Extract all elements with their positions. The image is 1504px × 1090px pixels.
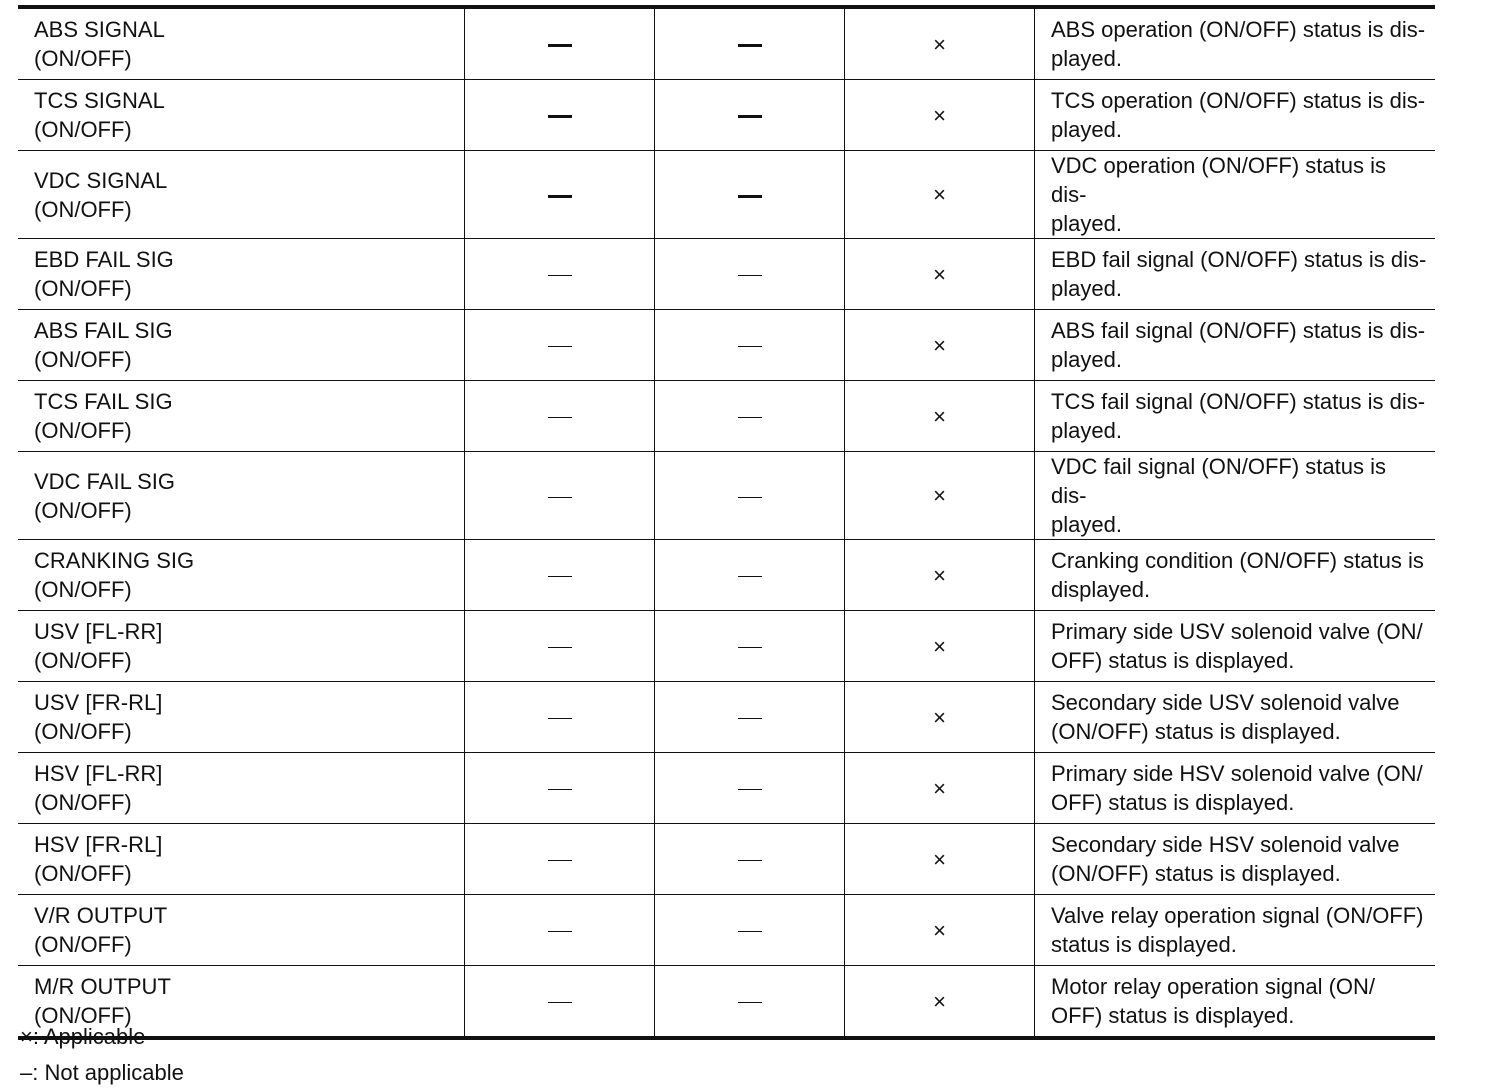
table-row <box>18 824 1435 895</box>
cell-applicable <box>845 452 1035 540</box>
monitor-item-text: (ON/OFF) <box>34 497 132 523</box>
dash-icon <box>738 497 762 498</box>
description-text: played. <box>1051 276 1122 301</box>
cell-not-applicable <box>655 310 845 381</box>
dash-icon <box>738 647 762 648</box>
cell-not-applicable <box>655 895 845 966</box>
table-row <box>18 452 1435 540</box>
cell-not-applicable <box>465 239 655 310</box>
cell-not-applicable <box>655 381 845 452</box>
cell-monitor-item <box>18 611 465 682</box>
cell-not-applicable <box>655 753 845 824</box>
monitor-item-text: (ON/OFF) <box>34 932 132 957</box>
monitor-item-text: (ON/OFF) <box>34 790 132 815</box>
description-text: ABS operation (ON/OFF) status is dis- <box>1051 17 1426 42</box>
table-row <box>18 151 1435 239</box>
dash-icon <box>548 1002 572 1003</box>
dash-icon <box>738 346 762 347</box>
legend-applicable: ×: Applicable <box>20 1024 146 1049</box>
dash-icon <box>548 576 572 577</box>
cell-monitor-item <box>18 381 465 452</box>
monitor-item-text: TCS SIGNAL <box>34 88 165 113</box>
monitor-item-text: (ON/OFF) <box>34 1003 132 1028</box>
cell-not-applicable <box>465 7 655 80</box>
cell-monitor-item <box>18 151 465 239</box>
cell-not-applicable <box>655 824 845 895</box>
cell-description <box>1035 824 1436 895</box>
cell-description <box>1035 452 1436 540</box>
cell-description <box>1035 753 1436 824</box>
table-body <box>18 7 1435 1038</box>
monitor-item-text: TCS FAIL SIG <box>34 389 173 414</box>
cell-not-applicable <box>465 540 655 611</box>
dash-icon <box>548 647 572 648</box>
cell-not-applicable <box>655 611 845 682</box>
description-text: VDC operation (ON/OFF) status is dis- <box>1051 153 1386 207</box>
table-row <box>18 7 1435 80</box>
cross-mark: × <box>933 483 946 508</box>
description-text: status is displayed. <box>1051 932 1237 957</box>
monitor-item-text: (ON/OFF) <box>34 577 132 602</box>
cell-monitor-item <box>18 310 465 381</box>
dash-icon <box>548 931 572 932</box>
cross-mark: × <box>933 182 946 207</box>
dash-icon <box>738 44 762 47</box>
description-text: played. <box>1051 117 1122 142</box>
cell-description <box>1035 239 1436 310</box>
dash-icon <box>548 789 572 790</box>
dash-icon <box>738 860 762 861</box>
cell-monitor-item <box>18 80 465 151</box>
cell-applicable <box>845 381 1035 452</box>
cell-description <box>1035 966 1436 1039</box>
table-row <box>18 966 1435 1039</box>
cell-applicable <box>845 895 1035 966</box>
cell-not-applicable <box>655 682 845 753</box>
dash-icon <box>738 576 762 577</box>
monitor-item-text: ABS SIGNAL <box>34 17 165 42</box>
cell-description <box>1035 540 1436 611</box>
dash-icon <box>738 931 762 932</box>
description-text: EBD fail signal (ON/OFF) status is dis- <box>1051 247 1427 272</box>
cross-mark: × <box>933 846 946 872</box>
dash-icon <box>548 44 572 47</box>
description-text: (ON/OFF) status is displayed. <box>1051 719 1341 744</box>
monitor-item-text: (ON/OFF) <box>34 196 132 222</box>
dash-icon <box>548 718 572 719</box>
description-text: OFF) status is displayed. <box>1051 648 1295 673</box>
description-text: OFF) status is displayed. <box>1051 1003 1295 1028</box>
table-row <box>18 895 1435 966</box>
monitor-item-text: VDC SIGNAL <box>34 167 168 193</box>
cross-mark: × <box>933 332 946 358</box>
cross-mark: × <box>933 102 946 128</box>
monitor-item-text: ABS FAIL SIG <box>34 318 173 343</box>
cell-not-applicable <box>655 540 845 611</box>
cell-not-applicable <box>465 895 655 966</box>
cross-mark: × <box>933 704 946 730</box>
cross-mark: × <box>933 261 946 287</box>
dash-icon <box>738 718 762 719</box>
monitor-item-text: M/R OUTPUT <box>34 974 171 999</box>
monitor-item-text: USV [FL-RR] <box>34 619 163 644</box>
description-text: TCS operation (ON/OFF) status is dis- <box>1051 88 1426 113</box>
description-text: Secondary side HSV solenoid valve <box>1051 832 1400 857</box>
legend-not-applicable: –: Not applicable <box>20 1060 184 1085</box>
cell-applicable <box>845 151 1035 239</box>
cell-applicable <box>845 682 1035 753</box>
cell-not-applicable <box>655 239 845 310</box>
description-text: TCS fail signal (ON/OFF) status is dis- <box>1051 389 1426 414</box>
description-text: Motor relay operation signal (ON/ <box>1051 974 1376 999</box>
description-text: Secondary side USV solenoid valve <box>1051 690 1400 715</box>
cell-monitor-item <box>18 682 465 753</box>
cell-applicable <box>845 310 1035 381</box>
cell-description <box>1035 310 1436 381</box>
cell-not-applicable <box>465 310 655 381</box>
cell-description <box>1035 611 1436 682</box>
cell-description <box>1035 895 1436 966</box>
cell-monitor-item <box>18 7 465 80</box>
cell-not-applicable <box>465 966 655 1039</box>
cell-not-applicable <box>465 611 655 682</box>
cell-not-applicable <box>465 753 655 824</box>
description-text: played. <box>1051 512 1122 537</box>
monitor-item-text: (ON/OFF) <box>34 861 132 886</box>
description-text: played. <box>1051 347 1122 372</box>
table-row <box>18 80 1435 151</box>
monitor-item-text: VDC FAIL SIG <box>34 468 176 494</box>
cell-description <box>1035 381 1436 452</box>
dash-icon <box>548 346 572 347</box>
dash-icon <box>548 195 572 198</box>
cell-applicable <box>845 753 1035 824</box>
cross-mark: × <box>933 403 946 429</box>
cell-description <box>1035 682 1436 753</box>
monitor-item-text: (ON/OFF) <box>34 46 132 71</box>
monitor-item-text: (ON/OFF) <box>34 418 132 443</box>
cell-monitor-item <box>18 753 465 824</box>
dash-icon <box>738 195 762 198</box>
cell-monitor-item <box>18 452 465 540</box>
monitor-item-text: (ON/OFF) <box>34 117 132 142</box>
description-text: ABS fail signal (ON/OFF) status is dis- <box>1051 318 1426 343</box>
cell-description <box>1035 151 1436 239</box>
cell-monitor-item <box>18 239 465 310</box>
description-text: played. <box>1051 211 1122 236</box>
cell-monitor-item <box>18 895 465 966</box>
description-text: Primary side HSV solenoid valve (ON/ <box>1051 761 1423 786</box>
cross-mark: × <box>933 562 946 588</box>
description-text: Cranking condition (ON/OFF) status is <box>1051 548 1424 573</box>
cell-applicable <box>845 7 1035 80</box>
cross-mark: × <box>933 31 946 57</box>
cross-mark: × <box>933 633 946 659</box>
cell-applicable <box>845 824 1035 895</box>
cell-not-applicable <box>655 151 845 239</box>
dash-icon <box>548 497 572 498</box>
description-text: Primary side USV solenoid valve (ON/ <box>1051 619 1423 644</box>
cross-mark: × <box>933 775 946 801</box>
cell-not-applicable <box>655 966 845 1039</box>
cell-not-applicable <box>465 452 655 540</box>
table-row <box>18 611 1435 682</box>
cell-not-applicable <box>655 452 845 540</box>
description-text: Valve relay operation signal (ON/OFF) <box>1051 903 1424 928</box>
cell-applicable <box>845 611 1035 682</box>
monitor-item-text: (ON/OFF) <box>34 648 132 673</box>
cell-monitor-item <box>18 824 465 895</box>
cell-applicable <box>845 80 1035 151</box>
dash-icon <box>738 1002 762 1003</box>
monitor-item-text: (ON/OFF) <box>34 719 132 744</box>
monitor-item-table <box>18 5 1435 1040</box>
description-text: played. <box>1051 418 1122 443</box>
monitor-item-text: (ON/OFF) <box>34 347 132 372</box>
cell-applicable <box>845 966 1035 1039</box>
cell-applicable <box>845 239 1035 310</box>
cell-not-applicable <box>465 824 655 895</box>
description-text: VDC fail signal (ON/OFF) status is dis- <box>1051 454 1386 508</box>
table-row <box>18 239 1435 310</box>
cell-applicable <box>845 540 1035 611</box>
monitor-item-text: HSV [FL-RR] <box>34 761 163 786</box>
monitor-item-text: (ON/OFF) <box>34 276 132 301</box>
cross-mark: × <box>933 917 946 943</box>
description-text: played. <box>1051 46 1122 71</box>
dash-icon <box>548 115 572 118</box>
table-row <box>18 753 1435 824</box>
dash-icon <box>738 789 762 790</box>
monitor-item-text: USV [FR-RL] <box>34 690 163 715</box>
dash-icon <box>548 275 572 276</box>
dash-icon <box>548 860 572 861</box>
dash-icon <box>738 417 762 418</box>
cell-not-applicable <box>465 151 655 239</box>
table-row <box>18 540 1435 611</box>
cell-not-applicable <box>465 682 655 753</box>
monitor-item-text: CRANKING SIG <box>34 548 195 573</box>
table-row <box>18 682 1435 753</box>
cross-mark: × <box>933 988 946 1014</box>
cell-monitor-item <box>18 540 465 611</box>
monitor-item-text: HSV [FR-RL] <box>34 832 163 857</box>
dash-icon <box>548 417 572 418</box>
monitor-item-text: EBD FAIL SIG <box>34 247 174 272</box>
dash-icon <box>738 115 762 118</box>
cell-description <box>1035 7 1436 80</box>
cell-not-applicable <box>655 80 845 151</box>
cell-not-applicable <box>465 381 655 452</box>
cell-not-applicable <box>655 7 845 80</box>
cell-not-applicable <box>465 80 655 151</box>
cell-description <box>1035 80 1436 151</box>
description-text: OFF) status is displayed. <box>1051 790 1295 815</box>
table-row <box>18 310 1435 381</box>
table-row <box>18 381 1435 452</box>
monitor-item-text: V/R OUTPUT <box>34 903 168 928</box>
dash-icon <box>738 275 762 276</box>
description-text: displayed. <box>1051 577 1151 602</box>
description-text: (ON/OFF) status is displayed. <box>1051 861 1341 886</box>
